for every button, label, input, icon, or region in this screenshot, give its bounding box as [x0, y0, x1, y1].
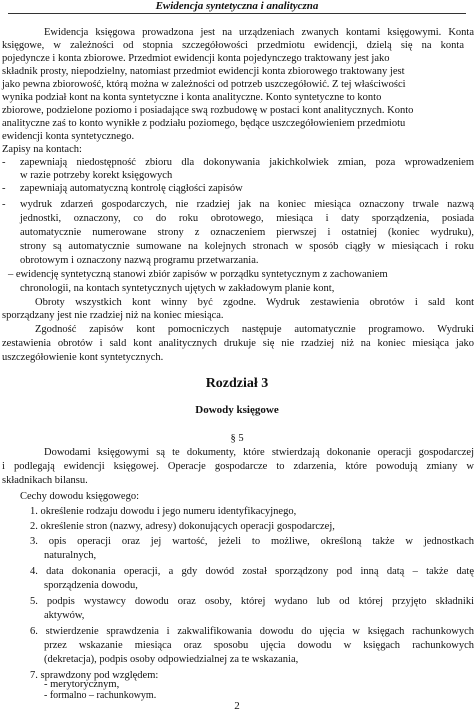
list-item: jednostki, oznaczony, co do roku obrotowego, miesiąca i daty sporządzenia, posiada — [20, 213, 474, 224]
list-item: obrotowym i oznaczony nazwą programu przetwarzania. — [20, 255, 259, 266]
list-item: naturalnych, — [44, 550, 97, 561]
page-number: 2 — [234, 700, 240, 712]
list-item: sporządzenia dowodu, — [44, 580, 138, 591]
list-item: zapewniają automatyczną kontrolę ciągłości zapisów — [20, 183, 243, 194]
text-line: pojedyncze i konta zbiorowe. Przedmiot ewidencji konta pojedynczego traktowany jest jako — [2, 53, 390, 64]
title-rule — [8, 13, 466, 14]
text-line: zestawienia obrotów i sald kont analitycznych drukuje się nie rzadziej niż na koniec miesiąca jako — [2, 338, 474, 349]
section-heading: Dowody księgowe — [195, 404, 279, 416]
list-item: przez wskazanie miesiąca oraz sposobu ujęcia dowodu w księgach rachunkowych — [44, 640, 474, 651]
list-item: wydruk zdarzeń gospodarczych, nie rzadziej jak na koniec miesiąca oznaczony trwale nazwą — [20, 199, 474, 210]
list-item: chronologii, na kontach syntetycznych ujętych w zakładowym planie kont, — [20, 283, 335, 294]
text-line: sporządzany jest nie rzadziej niż na koniec miesiąca. — [2, 310, 224, 321]
list-item: strony są automatycznie sumowane na kolejnych stronach w sposób ciągły w miesiącach i roku — [20, 241, 474, 252]
list-item: 5. podpis wystawcy dowodu oraz osoby, której wydano lub od której przyjęto składniki — [30, 596, 474, 607]
list-item: – ewidencję syntetyczną stanowi zbiór zapisów w porządku syntetycznym z zachowaniem — [8, 269, 388, 280]
list-item: automatycznie numerowane strony z oznaczeniem pierwszej i ostatniej (koniec wydruku), — [20, 227, 474, 238]
text-line: zbiorowe, podzielone poziomo i posiadające swą rozbudowę w postaci kont analitycznych. Konto — [2, 105, 414, 116]
list-item: w razie potrzeby korekt księgowych — [20, 170, 173, 181]
list-item: 2. określenie stron (nazwy, adresy) dokonujących operacji gospodarczej, — [30, 521, 335, 532]
list-item: aktywów, — [44, 610, 85, 621]
page-title: Ewidencja syntetyczna i analityczna — [155, 0, 319, 12]
text-line: składnikach bilansu. — [2, 475, 88, 486]
text-line: Dowodami księgowymi są te dokumenty, które stwierdzają dokonanie operacji gospodarczej — [44, 447, 474, 458]
list-item: 4. data dokonania operacji, a gdy dowód został sporządzony pod inną datą – także datę — [30, 566, 474, 577]
bullet-dash: - — [2, 183, 6, 194]
list-item: 7. sprawdzony pod względem: — [30, 670, 159, 681]
chapter-heading: Rozdział 3 — [205, 376, 269, 391]
text-line: i podlegają ewidencji księgowej. Operacje gospodarcze to zdarzenia, które powodują zmiany w — [2, 461, 474, 472]
text-line: Obroty wszystkich kont winny być zgodne. Wydruk zestawienia obrotów i sald kont — [35, 297, 474, 308]
text-line: księgowe, w zależności od stopnia szczegółowości przedmiotu ewidencji, dzielą się na konta — [2, 40, 464, 51]
text-line: wynika podział kont na konta syntetyczne i konta analityczne. Konto syntetyczne to konto — [2, 92, 382, 103]
bullet-dash: - — [2, 157, 6, 168]
list-item: (dekretacja), podpis osoby odpowiedzialnej za te wskazania, — [44, 654, 299, 665]
bullet-dash: - — [2, 199, 6, 210]
text-line: składnik prosty, niepodzielny, natomiast przedmiot ewidencji konta zbiorowego traktowany jest — [2, 66, 405, 77]
text-line: analityczne zaś to konto wynikłe z podziału poziomego, będące uszczegółowieniem przedmiotu — [2, 118, 406, 129]
text-line: jako pewna zbiorowość, którą można w zależności od potrzeb uszczegółowić. Z tej właściwości — [2, 79, 406, 90]
list-item: - merytorycznym, — [44, 679, 120, 690]
list-item: - formalno – rachunkowym. — [44, 690, 157, 701]
list-item: 3. opis operacji oraz jej wartość, jeżeli to możliwe, określoną także w jednostkach — [30, 536, 474, 547]
text-line: Zapisy na kontach: — [2, 144, 82, 155]
text-line: Cechy dowodu księgowego: — [20, 491, 139, 502]
list-item: 1. określenie rodzaju dowodu i jego numeru identyfikacyjnego, — [30, 506, 297, 517]
text-line: Ewidencja księgowa prowadzona jest na urządzeniach zwanych kontami księgowymi. Konta — [44, 27, 474, 38]
list-item: 6. stwierdzenie sprawdzenia i zakwalifikowania dowodu do ujęcia w księgach rachunkowych — [30, 626, 474, 637]
paragraph-marker: § 5 — [230, 433, 244, 444]
text-line: ewidencji konta syntetycznego. — [2, 131, 135, 142]
text-line: Zgodność zapisów kont pomocniczych następuje automatycznie programowo. Wydruki — [35, 324, 474, 335]
list-item: zapewniają niedostępność zbioru dla dokonywania jakichkolwiek zmian, poza wprowadzeniem — [20, 157, 474, 168]
text-line: uszczegółowienie kont syntetycznych. — [2, 352, 164, 363]
